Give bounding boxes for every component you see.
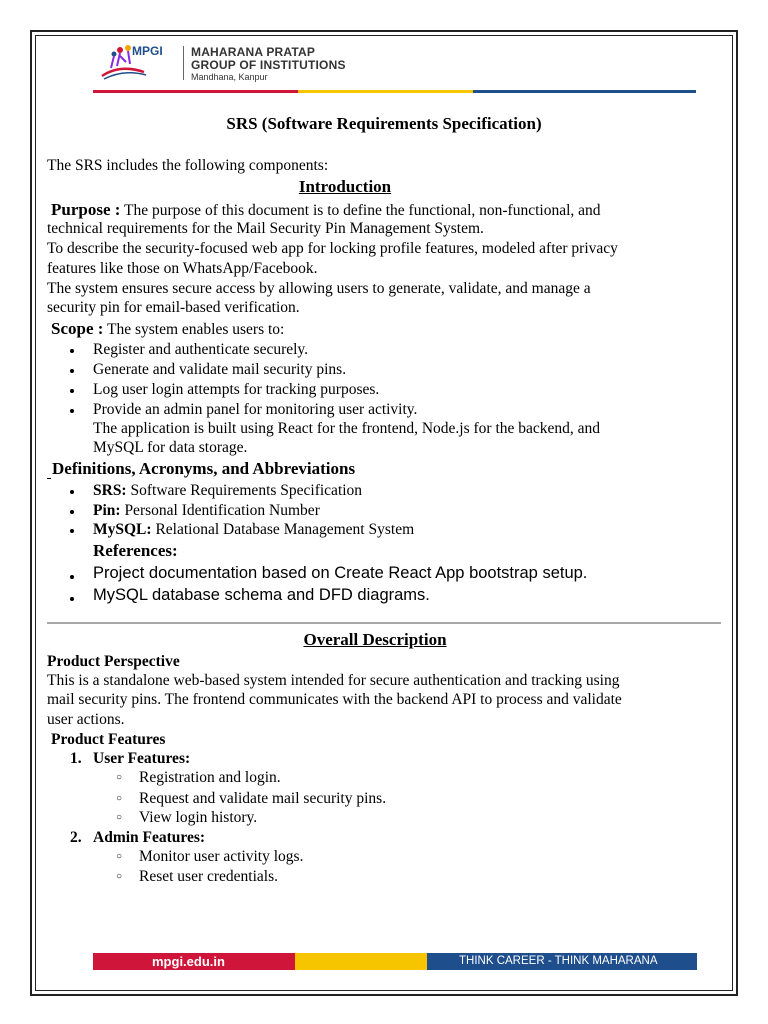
scope-label: Scope : <box>51 319 104 338</box>
reference-item: MySQL database schema and DFD diagrams. <box>93 586 430 604</box>
purpose-line: The system ensures secure access by allowing users to generate, validate, and manage a <box>47 280 591 297</box>
scope-note-line: MySQL for data storage. <box>93 439 248 456</box>
header-separator <box>183 46 184 80</box>
product-features-heading: Product Features <box>51 731 166 748</box>
bullet-icon <box>70 369 74 373</box>
bullet-icon <box>70 349 74 353</box>
list-item: Register and authenticate securely. <box>93 341 309 358</box>
heading-marker <box>47 478 51 479</box>
circle-bullet-icon: ○ <box>116 812 123 823</box>
list-item: Log user login attempts for tracking purposes. <box>93 381 380 398</box>
introduction-heading: Introduction <box>298 177 392 196</box>
list-item: View login history. <box>139 809 258 826</box>
definition-term: Pin: <box>93 502 121 519</box>
institution-location: Mandhana, Kanpur <box>191 72 268 82</box>
purpose-line: To describe the security-focused web app for locking profile features, modeled after privacy <box>47 240 618 257</box>
purpose-line: security pin for email-based verification. <box>47 299 300 316</box>
scope-note-line: The application is built using React for the frontend, Node.js for the backend, and <box>93 420 601 437</box>
purpose-label: Purpose : <box>51 200 121 219</box>
bullet-icon <box>70 510 74 514</box>
bullet-icon <box>70 597 74 601</box>
list-item: Registration and login. <box>139 769 281 786</box>
feature-group-number: 1. <box>70 750 82 767</box>
purpose-paragraph-line1 <box>51 200 601 220</box>
mpgi-logo <box>100 42 184 82</box>
list-item: Generate and validate mail security pins. <box>93 361 347 378</box>
intro-line: The SRS includes the following components: <box>47 157 329 174</box>
product-perspective-line: mail security pins. The frontend communicates with the backend API to process and validate <box>47 691 622 708</box>
purpose-line: features like those on WhatsApp/Facebook. <box>47 260 318 277</box>
list-item: Reset user credentials. <box>139 868 279 885</box>
institution-name-line2: GROUP OF INSTITUTIONS <box>191 58 346 72</box>
bullet-icon <box>70 529 74 533</box>
header-bar-yellow <box>298 90 473 93</box>
circle-bullet-icon: ○ <box>116 772 123 783</box>
footer-website: mpgi.edu.in <box>152 954 225 969</box>
institution-name-line1: MAHARANA PRATAP <box>191 45 316 59</box>
logo-text: MPGI <box>132 44 163 58</box>
product-perspective-heading: Product Perspective <box>47 653 180 670</box>
definition-item <box>93 481 362 500</box>
definitions-heading: Definitions, Acronyms, and Abbreviations <box>52 459 356 478</box>
list-item: Provide an admin panel for monitoring user activity. <box>93 401 418 418</box>
bullet-icon <box>70 490 74 494</box>
definition-item <box>93 520 414 539</box>
bullet-icon <box>70 389 74 393</box>
purpose-line: technical requirements for the Mail Security Pin Management System. <box>47 220 484 237</box>
overall-description-heading: Overall Description <box>303 630 447 649</box>
header-bar-red <box>93 90 298 93</box>
definition-term: SRS: <box>93 482 127 499</box>
feature-group-title: User Features: <box>93 750 191 767</box>
header-bar-blue <box>473 90 696 93</box>
bullet-icon <box>70 575 74 579</box>
footer-tagline: THINK CAREER - THINK MAHARANA <box>459 955 658 967</box>
list-item: Monitor user activity logs. <box>139 848 304 865</box>
circle-bullet-icon: ○ <box>116 871 123 882</box>
reference-item: Project documentation based on Create React App bootstrap setup. <box>93 564 588 582</box>
footer-bar-yellow <box>295 953 427 970</box>
circle-bullet-icon: ○ <box>116 793 123 804</box>
product-perspective-line: user actions. <box>47 711 125 728</box>
product-perspective-line: This is a standalone web-based system intended for secure authentication and tracking using <box>47 672 620 689</box>
scope-text: The system enables users to: <box>103 321 285 338</box>
purpose-text: The purpose of this document is to define the functional, non-functional, and <box>120 202 601 219</box>
document-title: SRS (Software Requirements Specification) <box>226 114 542 133</box>
references-heading: References: <box>93 541 178 560</box>
definition-text: Relational Database Management System <box>151 521 415 538</box>
definition-item <box>93 501 320 520</box>
definition-text: Software Requirements Specification <box>126 482 363 499</box>
scope-paragraph <box>51 319 284 339</box>
feature-group-number: 2. <box>70 829 82 846</box>
definition-text: Personal Identification Number <box>120 502 320 519</box>
feature-group-title: Admin Features: <box>93 829 206 846</box>
circle-bullet-icon: ○ <box>116 851 123 862</box>
section-divider <box>47 622 721 624</box>
definition-term: MySQL: <box>93 521 152 538</box>
list-item: Request and validate mail security pins. <box>139 790 387 807</box>
bullet-icon <box>70 409 74 413</box>
